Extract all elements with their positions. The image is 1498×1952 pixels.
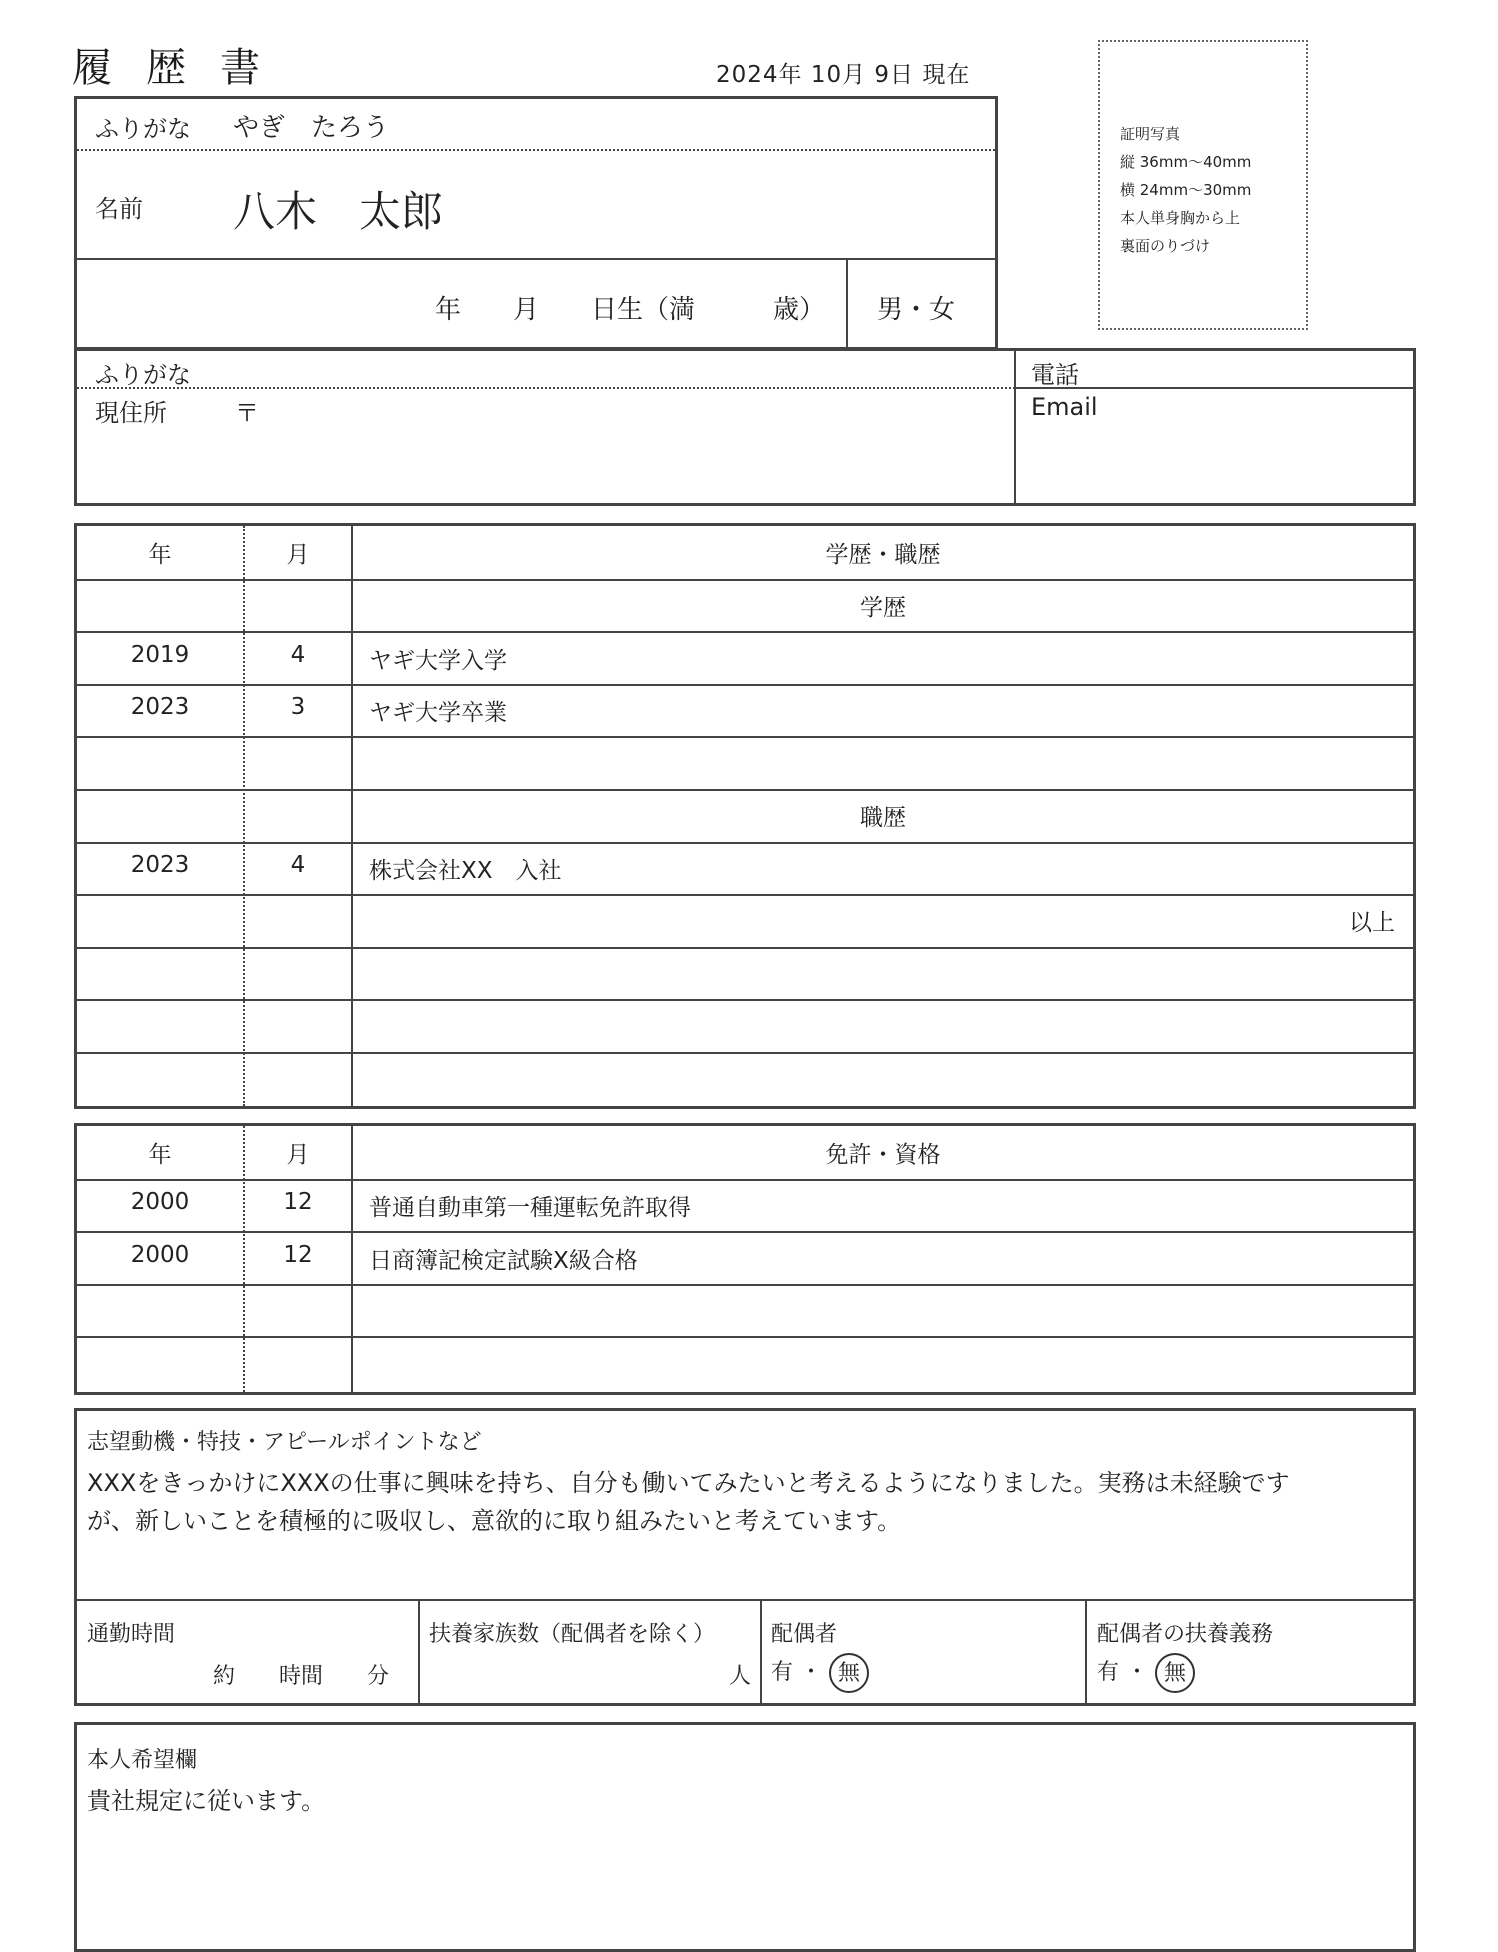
history-text: 学歴 — [860, 595, 906, 621]
personal-info-box — [74, 96, 998, 350]
birth-date-field[interactable]: 年 月 日生（満 歳） — [435, 295, 826, 325]
history-text: 以上 — [1349, 910, 1395, 936]
gender-field[interactable]: 男・女 — [877, 295, 956, 325]
postal-mark: 〒 — [235, 399, 259, 427]
history-text: 職歴 — [860, 805, 906, 831]
address-furigana-label: ふりがな — [95, 361, 191, 389]
row-divider — [77, 736, 1413, 738]
address-label: 現住所 — [95, 399, 167, 427]
photo-line: 証明写真 — [1120, 125, 1181, 143]
row-divider — [77, 1179, 1413, 1181]
row-divider — [77, 1231, 1413, 1233]
email-label: Email — [1031, 393, 1098, 421]
row-divider — [77, 1284, 1413, 1286]
photo-placeholder — [1098, 40, 1308, 330]
motivation-label: 志望動機・特技・アピールポイントなど — [87, 1430, 482, 1455]
license-month: 12 — [283, 1189, 313, 1215]
history-month: 4 — [290, 852, 306, 878]
history-text: ヤギ大学卒業 — [369, 700, 507, 726]
row-divider — [77, 999, 1413, 1001]
phone-label: 電話 — [1031, 361, 1079, 389]
page-title: 履歴書 — [72, 45, 294, 91]
spouse-separator: ・ — [800, 1660, 823, 1685]
photo-line: 横 24mm〜30mm — [1120, 181, 1252, 199]
spouse-support-field[interactable] — [1097, 1653, 1195, 1693]
wishes-box — [74, 1722, 1416, 1952]
spouse-no-option-selected[interactable]: 無 — [829, 1653, 869, 1693]
license-header-content: 免許・資格 — [825, 1142, 941, 1168]
spouse-yes-option[interactable]: 有 — [771, 1660, 794, 1685]
history-text: ヤギ大学入学 — [369, 648, 507, 674]
wishes-label: 本人希望欄 — [87, 1748, 198, 1773]
row-divider — [77, 789, 1413, 791]
spouse-label: 配偶者 — [771, 1622, 838, 1647]
row-divider — [77, 842, 1413, 844]
dependents-unit: 人 — [729, 1664, 752, 1689]
row-divider — [77, 1052, 1413, 1054]
motivation-line-2[interactable]: が、新しいことを積極的に吸収し、意欲的に取り組みたいと考えています。 — [87, 1507, 902, 1535]
history-text: 株式会社XX 入社 — [369, 858, 562, 884]
photo-line: 裏面のりづけ — [1120, 237, 1211, 255]
support-no-option-selected[interactable]: 無 — [1155, 1653, 1195, 1693]
document-date: 2024年 10月 9日 現在 — [716, 62, 971, 88]
history-header-year: 年 — [148, 542, 172, 568]
history-header-content: 学歴・職歴 — [825, 542, 941, 568]
license-month: 12 — [283, 1242, 313, 1268]
row-divider — [77, 631, 1413, 633]
license-year: 2000 — [130, 1189, 190, 1215]
license-text: 日商簿記検定試験X級合格 — [369, 1248, 638, 1274]
address-box — [74, 348, 1416, 506]
photo-line: 縦 36mm〜40mm — [1120, 153, 1252, 171]
row-divider — [77, 894, 1413, 896]
commute-label: 通勤時間 — [87, 1622, 176, 1647]
furigana-value[interactable]: やぎ たろう — [233, 113, 390, 143]
history-table — [74, 523, 1416, 1109]
row-divider — [77, 947, 1413, 949]
spouse-field[interactable] — [771, 1653, 869, 1693]
license-header-month: 月 — [286, 1142, 310, 1168]
dependents-label: 扶養家族数（配偶者を除く） — [429, 1622, 716, 1647]
support-separator: ・ — [1126, 1660, 1149, 1685]
motivation-box — [74, 1408, 1416, 1706]
history-year: 2023 — [130, 694, 190, 720]
history-header-month: 月 — [286, 542, 310, 568]
history-year: 2019 — [130, 642, 190, 668]
history-month: 4 — [290, 642, 306, 668]
license-year: 2000 — [130, 1242, 190, 1268]
commute-time-field[interactable]: 約 時間 分 — [213, 1664, 390, 1689]
support-yes-option[interactable]: 有 — [1097, 1660, 1120, 1685]
history-year: 2023 — [130, 852, 190, 878]
name-value[interactable]: 八木 太郎 — [233, 187, 444, 236]
row-divider — [77, 579, 1413, 581]
row-divider — [77, 684, 1413, 686]
history-month: 3 — [290, 694, 306, 720]
photo-line: 本人単身胸から上 — [1120, 209, 1241, 227]
furigana-label: ふりがな — [95, 115, 191, 143]
license-header-year: 年 — [148, 1142, 172, 1168]
licenses-table — [74, 1123, 1416, 1395]
license-text: 普通自動車第一種運転免許取得 — [369, 1195, 691, 1221]
motivation-line-1[interactable]: XXXをきっかけにXXXの仕事に興味を持ち、自分も働いてみたいと考えるようになりました。実務は未経験です — [87, 1469, 1290, 1497]
spouse-support-label: 配偶者の扶養義務 — [1097, 1622, 1274, 1647]
wishes-text[interactable]: 貴社規定に従います。 — [87, 1787, 326, 1815]
row-divider — [77, 1336, 1413, 1338]
name-label: 名前 — [95, 195, 143, 223]
photo-instructions — [1120, 120, 1251, 260]
